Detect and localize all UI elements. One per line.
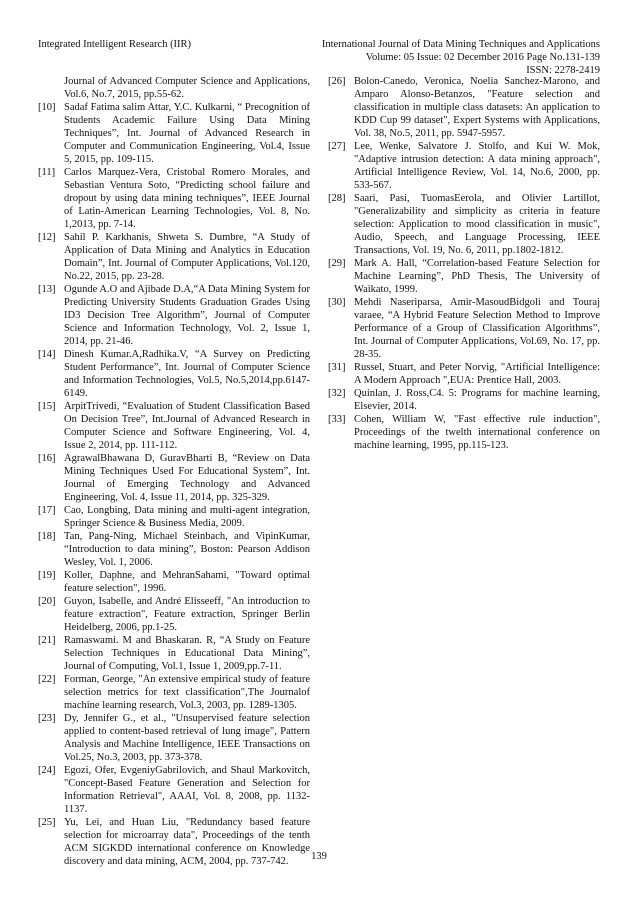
reference-number: [17] bbox=[38, 505, 56, 516]
reference-item bbox=[328, 75, 600, 140]
reference-text: Sahil P. Karkhanis, Shweta S. Dumbre, “A Study of Application of Data Mining and Analytics in Education Domain”, Int. Journal of Computer Applications, Vol.120, No.22, 2015, pp. 23-28. bbox=[64, 232, 310, 282]
reference-text: Russel, Stuart, and Peter Norvig, "Artificial Intelligence: A Modern Approach ",EUA: Prentice Hall, 2003. bbox=[354, 362, 600, 386]
reference-text: Quinlan, J. Ross,C4. 5: Programs for machine learning, Elsevier, 2014. bbox=[354, 388, 600, 412]
reference-item bbox=[38, 166, 310, 231]
journal-title: International Journal of Data Mining Techniques and Applications bbox=[321, 39, 600, 50]
reference-number: [22] bbox=[38, 674, 56, 685]
page-number: 139 bbox=[311, 851, 327, 862]
reference-text: Koller, Daphne, and MehranSahami, "Toward optimal feature selection", 1996. bbox=[64, 570, 310, 594]
reference-text: ArpitTrivedi, “Evaluation of Student Classification Based On Decision Tree”, Int.Journal of Advanced Research in Computer Science and Software Engineering, Vol. 4, Issue 2, 2014, pp. 111-112. bbox=[64, 401, 310, 451]
reference-number: [18] bbox=[38, 531, 56, 542]
reference-text: Mehdi Naseriparsa, Amir-MasoudBidgoli and Touraj varaee, “A Hybrid Feature Selection Method to Improve Performance of a Group of Classification Algorithms”, Int. Journal of Computer Applications, Vol.69, No. 17, pp. 28-35. bbox=[354, 297, 600, 360]
reference-number: [19] bbox=[38, 570, 56, 581]
running-header-right bbox=[322, 38, 600, 77]
reference-item bbox=[328, 257, 600, 296]
reference-text: Guyon, Isabelle, and André Elisseeff, "An introduction to feature extraction", Feature extraction, Springer Berlin Heidelberg, 2006, pp.1-25. bbox=[64, 596, 310, 633]
references-right-column bbox=[328, 75, 600, 452]
reference-number: [21] bbox=[38, 635, 56, 646]
reference-text: Egozi, Ofer, EvgeniyGabrilovich, and Shaul Markovitch, "Concept-Based Feature Generation and Selection for Information Retrieval", AAAI, Vol. 8, 2008, pp. 1132-1137. bbox=[64, 765, 310, 815]
reference-text: Dy, Jennifer G., et al., "Unsupervised feature selection applied to content-based retrieval of lung image", Pattern Analysis and Machine Intelligence, IEEE Transactions on Vol.25, No.3, 2003, pp. 373-378. bbox=[64, 713, 310, 763]
reference-number: [20] bbox=[38, 596, 56, 607]
reference-number: [13] bbox=[38, 284, 56, 295]
reference-text: Tan, Pang-Ning, Michael Steinbach, and VipinKumar, “Introduction to data mining”, Boston: Pearson Addison Wesley, Vol. 1, 2006. bbox=[64, 531, 310, 568]
reference-item bbox=[38, 595, 310, 634]
reference-item bbox=[328, 361, 600, 387]
reference-text: Ramaswami. M and Bhaskaran. R, “A Study on Feature Selection Techniques in Educational Data Mining”, Journal of Computing, Vol.1, Issue 1, 2009,pp.7-11. bbox=[64, 635, 310, 672]
reference-item bbox=[328, 192, 600, 257]
reference-text: Cohen, William W, "Fast effective rule induction", Proceedings of the twelth international conference on machine learning, 1995, pp.115-123. bbox=[354, 414, 600, 451]
reference-list-right bbox=[328, 75, 600, 452]
reference-number: [15] bbox=[38, 401, 56, 412]
issn: ISSN: 2278-2419 bbox=[526, 65, 600, 76]
reference-text: Forman, George, "An extensive empirical study of feature selection metrics for text classification",The Journalof machine learning research, Vol.3, 2003, pp. 1289-1305. bbox=[64, 674, 310, 711]
reference-text: Saari, Pasi, TuomasEerola, and Olivier Lartillot, "Generalizability and simplicity as criteria in feature selection: Application to mood classification in music", Audio, Speech, and Language Processing, IEEE Transactions, Vol. 19, No. 6, 2011, pp.1802-1812. bbox=[354, 193, 600, 256]
reference-text: Ogunde A.O and Ajibade D.A,“A Data Mining System for Predicting University Students Graduation Grades Using ID3 Decision Tree Algorithm”, Journal of Computer Science and Information Technology, Vol. 2, Issue 1, 2014, pp. 21-46. bbox=[64, 284, 310, 347]
reference-item bbox=[38, 673, 310, 712]
reference-number: [26] bbox=[328, 76, 346, 87]
reference-item bbox=[328, 413, 600, 452]
reference-item bbox=[38, 348, 310, 400]
reference-number: [24] bbox=[38, 765, 56, 776]
reference-continuation: Journal of Advanced Computer Science and Applications, Vol.6, No.7, 2015, pp.55-62. bbox=[64, 76, 310, 100]
reference-text: Sadaf Fatima salim Attar, Y.C. Kulkarni, “ Precognition of Students Academic Failure Using Data Mining Techniques”, Int. Journal of Advanced Research in Computer and Communication Engineering, Vol.4, Issue 5, 2015, pp. 109-115. bbox=[64, 102, 310, 165]
reference-number: [32] bbox=[328, 388, 346, 399]
reference-item bbox=[38, 101, 310, 166]
references-left-column bbox=[38, 75, 310, 868]
reference-text: Carlos Marquez-Vera, Cristobal Romero Morales, and Sebastian Ventura Soto, “Predicting school failure and dropout by using data mining techniques”, IEEE Journal of Latin-American Learning Technologies, Vol. 8, No. 1,2013, pp. 7-14. bbox=[64, 167, 310, 230]
reference-item bbox=[38, 712, 310, 764]
reference-text: AgrawalBhawana D, GuravBharti B, “Review on Data Mining Techniques Used For Educational System”, Int. Journal of Emerging Technology and Advanced Engineering, Vol. 4, Issue 11, 2014, pp. 325-329. bbox=[64, 453, 310, 503]
running-header-left: Integrated Intelligent Research (IIR) bbox=[38, 39, 192, 50]
reference-item bbox=[38, 569, 310, 595]
reference-item bbox=[328, 140, 600, 192]
reference-number: [12] bbox=[38, 232, 56, 243]
reference-item bbox=[38, 400, 310, 452]
reference-item bbox=[38, 231, 310, 283]
reference-number: [23] bbox=[38, 713, 56, 724]
reference-number: [31] bbox=[328, 362, 346, 373]
reference-text: Mark A. Hall, “Correlation-based Feature Selection for Machine Learning”, PhD Thesis, The University of Waikato, 1999. bbox=[354, 258, 600, 295]
reference-item bbox=[328, 296, 600, 361]
reference-item bbox=[328, 387, 600, 413]
reference-number: [33] bbox=[328, 414, 346, 425]
reference-number: [25] bbox=[38, 817, 56, 828]
reference-text: Dinesh Kumar.A,Radhika.V, “A Survey on Predicting Student Performance”, Int. Journal of Computer Science and Information Technologies, Vol.5, No.5,2014,pp.6147-6149. bbox=[64, 349, 310, 399]
reference-item bbox=[38, 452, 310, 504]
reference-number: [14] bbox=[38, 349, 56, 360]
reference-item bbox=[38, 504, 310, 530]
volume-issue: Volume: 05 Issue: 02 December 2016 Page No.131-139 bbox=[365, 52, 600, 63]
reference-list-left bbox=[38, 101, 310, 868]
reference-item bbox=[38, 634, 310, 673]
reference-number: [29] bbox=[328, 258, 346, 269]
reference-number: [10] bbox=[38, 102, 56, 113]
reference-number: [11] bbox=[38, 167, 56, 178]
reference-text: Bolon-Canedo, Veronica, Noelia Sanchez-Marono, and Amparo Alonso-Betanzos, "Feature selection and classification in multiple class datasets: An application to KDD Cup 99 dataset", Expert Systems with Applications, Vol. 38, No.5, 2011, pp. 5947-5957. bbox=[354, 76, 600, 139]
reference-number: [16] bbox=[38, 453, 56, 464]
reference-text: Cao, Longbing, Data mining and multi-agent integration, Springer Science & Business Media, 2009. bbox=[64, 505, 310, 529]
reference-text: Lee, Wenke, Salvatore J. Stolfo, and Kui W. Mok, "Adaptive intrusion detection: A data mining approach", Artificial Intelligence Review, Vol. 14, No.6, 2000, pp. 533-567. bbox=[354, 141, 600, 191]
reference-text: Yu, Lei, and Huan Liu, "Redundancy based feature selection for microarray data", Proceedings of the tenth ACM SIGKDD international conference on Knowledge discovery and data mining, ACM, 2004, pp. 737-742. bbox=[64, 817, 310, 867]
reference-item bbox=[38, 283, 310, 348]
reference-item bbox=[38, 764, 310, 816]
reference-number: [28] bbox=[328, 193, 346, 204]
reference-number: [30] bbox=[328, 297, 346, 308]
reference-item bbox=[38, 530, 310, 569]
reference-number: [27] bbox=[328, 141, 346, 152]
